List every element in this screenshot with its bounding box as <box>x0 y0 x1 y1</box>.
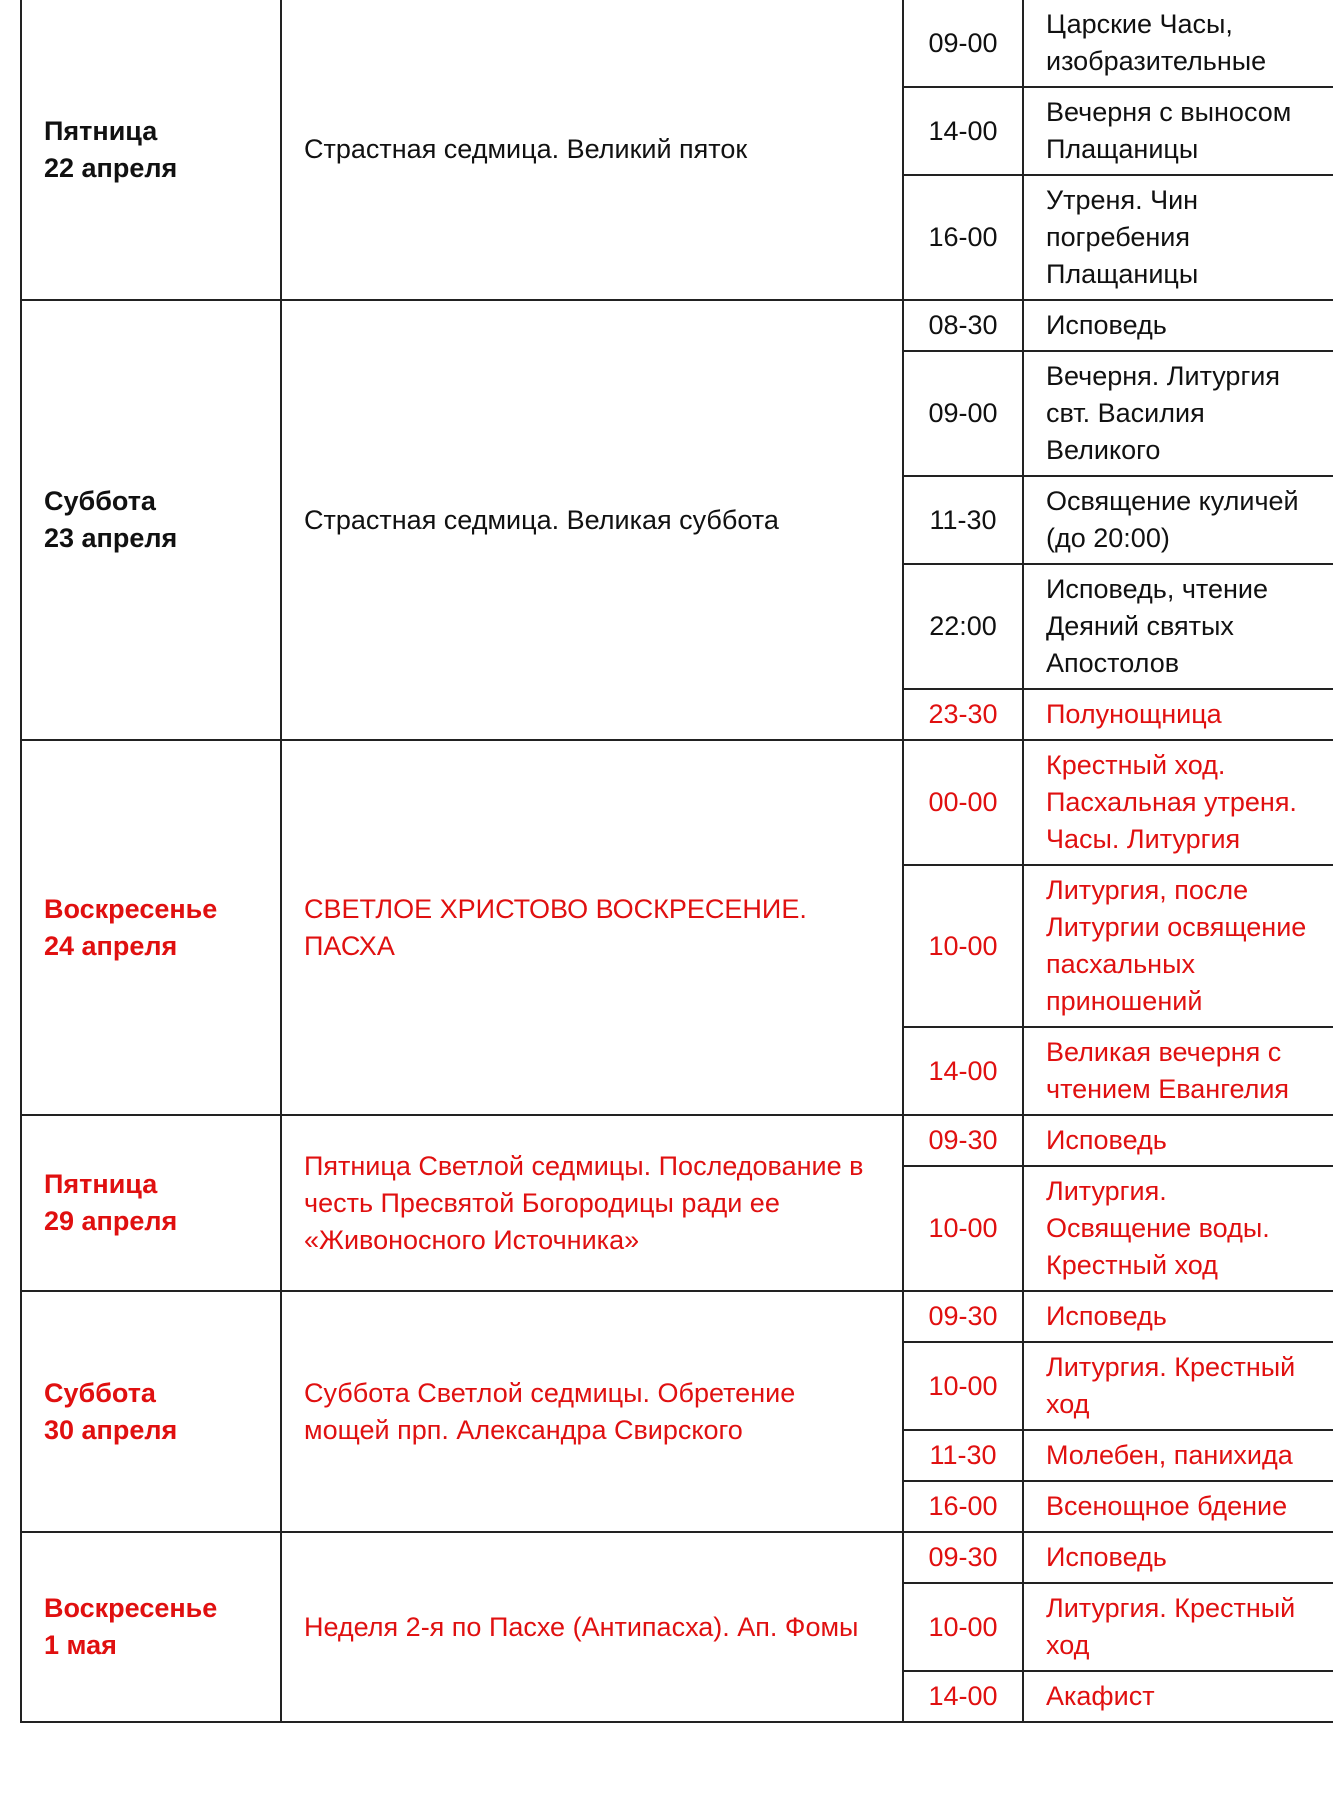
event-title: Неделя 2-я по Пасхе (Антипасха). Ап. Фомы <box>304 1611 859 1642</box>
day-cell <box>21 1532 281 1722</box>
service-description: Исповедь, чтение Деяний святых Апостолов <box>1023 564 1333 689</box>
service-time: 14-00 <box>903 87 1023 175</box>
day-cell <box>21 300 281 740</box>
service-time: 16-00 <box>903 1481 1023 1532</box>
event-cell <box>281 1115 903 1291</box>
service-description: Литургия, после Литургии освящение пасхальных приношений <box>1023 865 1333 1027</box>
service-time: 23-30 <box>903 689 1023 740</box>
service-time: 14-00 <box>903 1027 1023 1115</box>
day-cell <box>21 0 281 300</box>
weekday-label: Воскресенье <box>44 1593 218 1623</box>
service-description: Исповедь <box>1023 1291 1333 1342</box>
service-description: Литургия. Крестный ход <box>1023 1342 1333 1430</box>
service-time: 10-00 <box>903 1342 1023 1430</box>
service-description: Великая вечерня с чтением Евангелия <box>1023 1027 1333 1115</box>
service-description: Акафист <box>1023 1671 1333 1722</box>
service-schedule-table <box>20 0 1333 1723</box>
service-description: Литургия. Крестный ход <box>1023 1583 1333 1671</box>
service-time: 10-00 <box>903 865 1023 1027</box>
weekday-label: Суббота <box>44 1377 156 1408</box>
service-time: 09-00 <box>903 351 1023 476</box>
service-time: 11-30 <box>903 476 1023 564</box>
weekday-label: Пятница <box>44 1169 158 1199</box>
day-cell <box>21 1115 281 1291</box>
service-time: 11-30 <box>903 1430 1023 1481</box>
date-label: 24 апреля <box>44 930 178 961</box>
service-description: Утреня. Чин погребения Плащаницы <box>1023 175 1333 300</box>
service-time: 16-00 <box>903 175 1023 300</box>
service-description: Освящение куличей (до 20:00) <box>1023 476 1333 564</box>
event-cell <box>281 740 903 1115</box>
event-title: Страстная седмица. Великая суббота <box>304 504 779 535</box>
service-time: 08-30 <box>903 300 1023 351</box>
service-time: 09-00 <box>903 0 1023 87</box>
service-description: Исповедь <box>1023 300 1333 351</box>
event-title: Страстная седмица. Великий пяток <box>304 134 748 164</box>
schedule-row <box>21 0 1333 87</box>
event-cell <box>281 1291 903 1532</box>
service-description: Молебен, панихида <box>1023 1430 1333 1481</box>
service-description: Царские Часы, изобразительные <box>1023 0 1333 87</box>
event-cell <box>281 300 903 740</box>
service-description: Литургия. Освящение воды. Крестный ход <box>1023 1166 1333 1291</box>
service-description: Вечерня. Литургия свт. Василия Великого <box>1023 351 1333 476</box>
date-label: 22 апреля <box>44 152 178 183</box>
event-title: СВЕТЛОЕ ХРИСТОВО ВОСКРЕСЕНИЕ. ПАСХА <box>304 893 807 961</box>
schedule-row <box>21 1532 1333 1583</box>
date-label: 30 апреля <box>44 1414 178 1445</box>
day-cell <box>21 740 281 1115</box>
event-title: Пятница Светлой седмицы. Последование в честь Пресвятой Богородицы ради ее «Живоносного Источника» <box>304 1150 864 1255</box>
weekday-label: Пятница <box>44 115 158 146</box>
weekday-label: Воскресенье <box>44 893 218 924</box>
event-title: Суббота Светлой седмицы. Обретение мощей прп. Александра Свирского <box>304 1377 796 1445</box>
service-time: 10-00 <box>903 1166 1023 1291</box>
service-time: 09-30 <box>903 1532 1023 1583</box>
schedule-row <box>21 300 1333 351</box>
service-description: Вечерня с выносом Плащаницы <box>1023 87 1333 175</box>
service-description: Полунощница <box>1023 689 1333 740</box>
service-description: Всенощное бдение <box>1023 1481 1333 1532</box>
schedule-body <box>21 0 1333 1722</box>
service-description: Исповедь <box>1023 1115 1333 1166</box>
service-description: Исповедь <box>1023 1532 1333 1583</box>
event-cell <box>281 1532 903 1722</box>
weekday-label: Суббота <box>44 486 156 516</box>
schedule-row <box>21 1291 1333 1342</box>
service-time: 09-30 <box>903 1291 1023 1342</box>
service-time: 10-00 <box>903 1583 1023 1671</box>
day-cell <box>21 1291 281 1532</box>
event-cell <box>281 0 903 300</box>
date-label: 23 апреля <box>44 523 178 553</box>
service-time: 22:00 <box>903 564 1023 689</box>
service-time: 00-00 <box>903 740 1023 865</box>
schedule-row <box>21 1115 1333 1166</box>
service-time: 09-30 <box>903 1115 1023 1166</box>
date-label: 29 апреля <box>44 1206 178 1236</box>
service-time: 14-00 <box>903 1671 1023 1722</box>
schedule-row <box>21 740 1333 865</box>
service-description: Крестный ход. Пасхальная утреня. Часы. Литургия <box>1023 740 1333 865</box>
date-label: 1 мая <box>44 1630 117 1660</box>
